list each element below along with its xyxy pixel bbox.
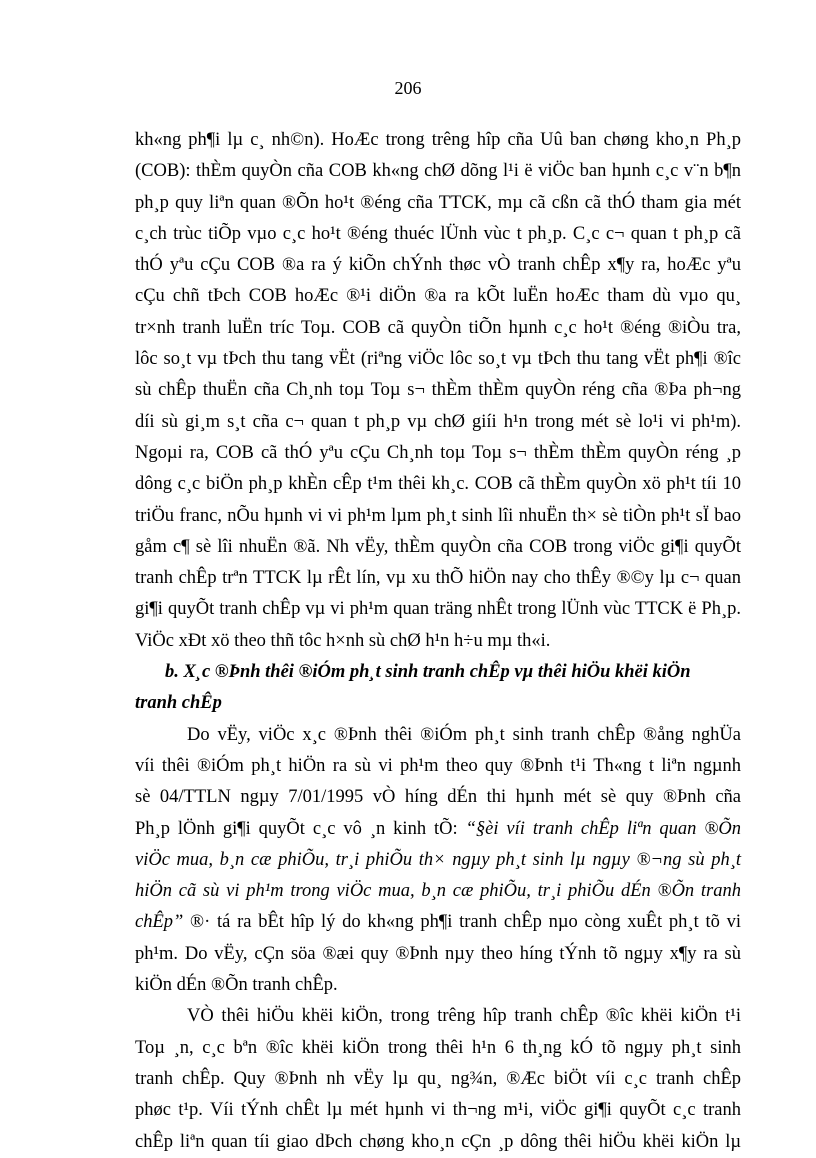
text-line: lôc so¸t vµ tÞch thu tang vËt (riªng viÖc lôc so¸t vµ tÞch thu tang vËt ph¶i ®îc (135, 349, 741, 370)
text-line: phøc t¹p. Víi tÝnh chÊt lµ mét hµnh vi th¬ng m¹i, viÖc gi¶i quyÕt c¸c tranh (135, 1100, 741, 1121)
text-line: gi¶i quyÕt tranh chÊp vµ vi ph¹m quan träng nhÊt trong lÜnh vùc TTCK ë Ph¸p. (135, 599, 741, 620)
text-line: c¸ch trùc tiÕp vµo c¸c ho¹t ®éng thuéc lÜnh vùc t ph¸p. C¸c c¬ quan t ph¸p cã (135, 223, 741, 244)
text-line: ph¹m. Do vËy, cÇn söa ®æi quy ®Þnh nµy theo híng tÝnh tõ ngµy x¶y ra sù (135, 943, 741, 964)
text-line: sè 04/TTLN ngµy 7/01/1995 vÒ híng dÉn thi hµnh mét sè quy ®Þnh cña (135, 787, 741, 808)
text-line: ViÖc xÐt xö theo thñ tôc h×nh sù chØ h¹n h÷u mµ th«i. (135, 630, 551, 651)
text-line: víi thêi ®iÓm ph¸t hiÖn ra sù vi ph¹m theo quy ®Þnh t¹i Th«ng t liªn ngµnh (135, 755, 741, 776)
paragraph-limitation-period (135, 1001, 741, 1157)
quote-text: chÊp” (135, 912, 184, 933)
text-segment: ®· tá ra bÊt hîp lý do kh«ng ph¶i tranh chÊp nµo còng xuÊt ph¸t tõ vi (183, 912, 741, 933)
paragraph-dispute-time (135, 720, 741, 1002)
text-line: (COB): thÈm quyÒn cña COB kh«ng chØ dõng l¹i ë viÖc ban hµnh c¸c v¨n b¶n (135, 161, 741, 182)
text-line: dông c¸c biÖn ph¸p khÈn cÊp t¹m thêi kh¸c. COB cã thÈm quyÒn xö ph¹t tíi 10 (135, 474, 741, 495)
text-line: Ngoµi ra, COB cã thÓ yªu cÇu Ch¸nh toµ Toµ s¬ thÈm thÈm quyÒn réng ¸p (135, 442, 741, 463)
quote-line: viÖc mua, b¸n cæ phiÕu, tr¸i phiÕu th× ngµy ph¸t sinh lµ ngµy ®¬ng sù ph¸t (135, 849, 741, 870)
text-line: tranh chÊp. Quy ®Þnh nh vËy lµ qu¸ ng¾n, ®Æc biÖt víi c¸c tranh chÊp (135, 1068, 741, 1089)
quote-line: hiÖn cã sù vi ph¹m trong viÖc mua, b¸n cæ phiÕu, tr¸i phiÕu dÉn ®Õn tranh (135, 881, 741, 902)
text-line: chÊp liªn quan tíi giao dÞch chøng kho¸n cÇn ¸p dông thêi hiÖu khëi kiÖn lµ (135, 1131, 741, 1152)
text-line: gåm c¶ sè lîi nhuËn ®ã. Nh vËy, thÈm quyÒn cña COB trong viÖc gi¶i quyÕt (135, 536, 741, 557)
heading-line: b. X¸c ®Þnh thêi ®iÓm ph¸t sinh tranh chÊp vµ thêi hiÖu khëi kiÖn (165, 662, 691, 683)
text-line: VÒ thêi hiÖu khëi kiÖn, trong trêng hîp tranh chÊp ®îc khëi kiÖn t¹i (187, 1006, 741, 1027)
text-segment: Ph¸p lÖnh gi¶i quyÕt c¸c vô ¸n kinh tÕ: (135, 818, 466, 839)
text-line: díi sù gi¸m s¸t cña c¬ quan t ph¸p vµ chØ giíi h¹n trong mét sè lo¹i vi ph¹m). (135, 411, 741, 432)
document-body (135, 125, 741, 1158)
text-line: Do vËy, viÖc x¸c ®Þnh thêi ®iÓm ph¸t sinh tranh chÊp ®ång nghÜa (187, 724, 741, 745)
text-line: tranh chÊp trªn TTCK lµ rÊt lín, vµ xu thÕ hiÖn nay cho thÊy ®©y lµ c¬ quan (135, 568, 741, 589)
text-line (135, 907, 741, 938)
text-line: thÓ yªu cÇu COB ®a ra ý kiÕn chÝnh thøc vÒ tranh chÊp x¶y ra, hoÆc yªu (135, 255, 741, 276)
quote-text: “§èi víi tranh chÊp liªn quan ®Õn (465, 818, 742, 839)
heading-line: tranh chÊp (135, 693, 222, 714)
text-line: tr×nh tranh luËn tríc Toµ. COB cã quyÒn tiÕn hµnh c¸c ho¹t ®éng ®iÒu tra, (135, 317, 741, 338)
text-line: kiÖn dÉn ®Õn tranh chÊp. (135, 975, 338, 996)
paragraph-cob-authority (135, 125, 741, 657)
text-line: ph¸p quy liªn quan ®Õn ho¹t ®éng cña TTCK, mµ cã cßn cã thÓ tham gia mét (135, 192, 741, 213)
page-number: 206 (394, 78, 422, 98)
text-line: kh«ng ph¶i lµ c¸ nh©n). HoÆc trong trêng hîp cña Uû ban chøng kho¸n Ph¸p (135, 130, 741, 150)
text-line: triÖu franc, nÕu hµnh vi vi ph¹m lµm ph¸t sinh lîi nhuËn th× sè tiÒn ph¹t sÏ bao (135, 505, 741, 526)
text-line: sù chÊp thuËn cña Ch¸nh toµ Toµ s¬ thÈm thÈm quyÒn réng cña ®Þa ph¬ng (135, 380, 741, 401)
text-line (135, 814, 741, 845)
text-line: cÇu chñ tÞch COB hoÆc ®¹i diÖn ®a ra kÕt luËn hoÆc tham dù vµo qu¸ (135, 286, 741, 307)
text-line: Toµ ¸n, c¸c bªn ®îc khëi kiÖn trong thêi h¹n 6 th¸ng kÓ tõ ngµy ph¸t sinh (135, 1037, 741, 1058)
section-heading (135, 657, 741, 720)
